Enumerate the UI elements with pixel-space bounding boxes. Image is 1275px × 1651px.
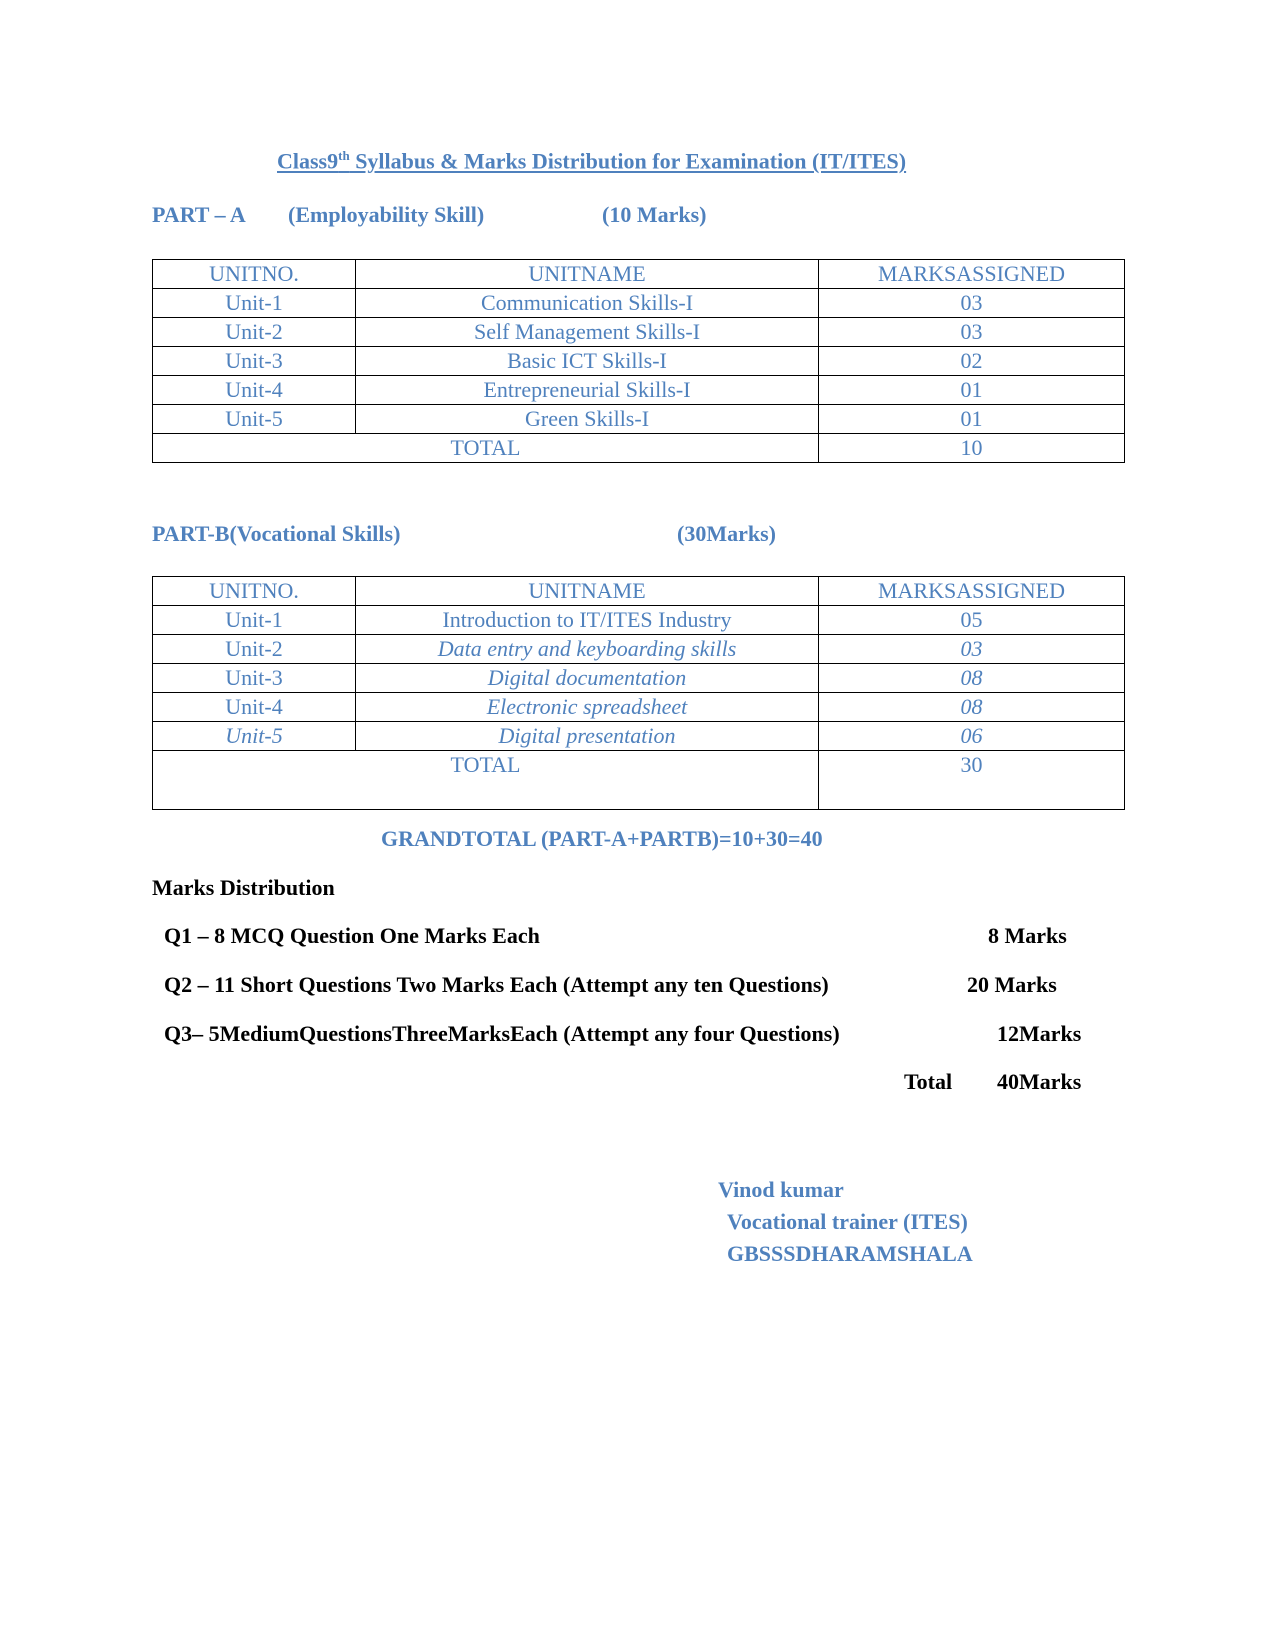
header-unit-no: UNITNO. [153,577,356,606]
part-b-label: PART-B(Vocational Skills) [152,521,401,546]
distribution-total-value: 40Marks [997,1069,1082,1094]
unit-marks: 08 [819,693,1125,722]
unit-no: Unit-2 [153,635,356,664]
unit-no: Unit-5 [153,722,356,751]
table-row [153,289,1125,318]
table-row [153,318,1125,347]
unit-marks: 03 [819,289,1125,318]
header-marks-assigned: MARKSASSIGNED [819,260,1125,289]
unit-marks: 02 [819,347,1125,376]
table-total-row [153,751,1125,810]
unit-marks: 06 [819,722,1125,751]
header-marks-assigned: MARKSASSIGNED [819,577,1125,606]
part-a-label: PART – A [152,202,246,227]
page-title [277,148,906,174]
part-a-subtitle: (Employability Skill) [288,202,485,227]
unit-no: Unit-1 [153,289,356,318]
total-label: TOTAL [153,434,819,463]
table-header-row [153,260,1125,289]
unit-no: Unit-4 [153,693,356,722]
table-header-row [153,577,1125,606]
unit-name: Digital documentation [356,664,819,693]
header-unit-name: UNITNAME [356,260,819,289]
question-marks: 12Marks [997,1021,1082,1046]
total-value: 30 [819,751,1125,810]
distribution-total-label: Total [904,1069,953,1094]
unit-name: Basic ICT Skills-I [356,347,819,376]
signatory-designation: Vocational trainer (ITES) [727,1209,968,1234]
part-a-marks: (10 Marks) [602,202,707,227]
question-marks: 20 Marks [967,972,1057,997]
table-total-row [153,434,1125,463]
unit-name: Digital presentation [356,722,819,751]
signatory-school: GBSSSDHARAMSHALA [727,1241,973,1266]
unit-marks: 08 [819,664,1125,693]
table-row [153,405,1125,434]
table-row [153,606,1125,635]
total-value: 10 [819,434,1125,463]
unit-no: Unit-4 [153,376,356,405]
unit-name: Entrepreneurial Skills-I [356,376,819,405]
table-row [153,664,1125,693]
unit-no: Unit-3 [153,347,356,376]
table-row [153,376,1125,405]
table-row [153,693,1125,722]
question-text: Q1 – 8 MCQ Question One Marks Each [164,923,540,948]
header-unit-no: UNITNO. [153,260,356,289]
question-text: Q3– 5MediumQuestionsThreeMarksEach (Attempt any four Questions) [164,1021,840,1046]
grand-total: GRANDTOTAL (PART-A+PARTB)=10+30=40 [381,826,823,851]
unit-marks: 05 [819,606,1125,635]
unit-name: Green Skills-I [356,405,819,434]
title-rest: Syllabus & Marks Distribution for Examination (IT/ITES) [349,148,907,174]
table-row [153,722,1125,751]
unit-marks: 01 [819,405,1125,434]
unit-no: Unit-5 [153,405,356,434]
unit-no: Unit-3 [153,664,356,693]
unit-name: Communication Skills-I [356,289,819,318]
unit-name: Self Management Skills-I [356,318,819,347]
part-a-table [152,259,1125,463]
unit-name: Introduction to IT/ITES Industry [356,606,819,635]
title-superscript: th [338,148,350,163]
marks-distribution-heading: Marks Distribution [152,875,335,900]
unit-name: Data entry and keyboarding skills [356,635,819,664]
unit-marks: 03 [819,318,1125,347]
unit-no: Unit-1 [153,606,356,635]
unit-no: Unit-2 [153,318,356,347]
part-b-marks: (30Marks) [677,521,776,546]
unit-name: Electronic spreadsheet [356,693,819,722]
question-marks: 8 Marks [988,923,1067,948]
signatory-name: Vinod kumar [718,1177,844,1202]
table-row [153,347,1125,376]
unit-marks: 03 [819,635,1125,664]
unit-marks: 01 [819,376,1125,405]
question-text: Q2 – 11 Short Questions Two Marks Each (Attempt any ten Questions) [164,972,829,997]
header-unit-name: UNITNAME [356,577,819,606]
title-prefix: Class9 [277,148,339,174]
part-b-table [152,576,1125,810]
total-label: TOTAL [153,751,819,810]
table-row [153,635,1125,664]
